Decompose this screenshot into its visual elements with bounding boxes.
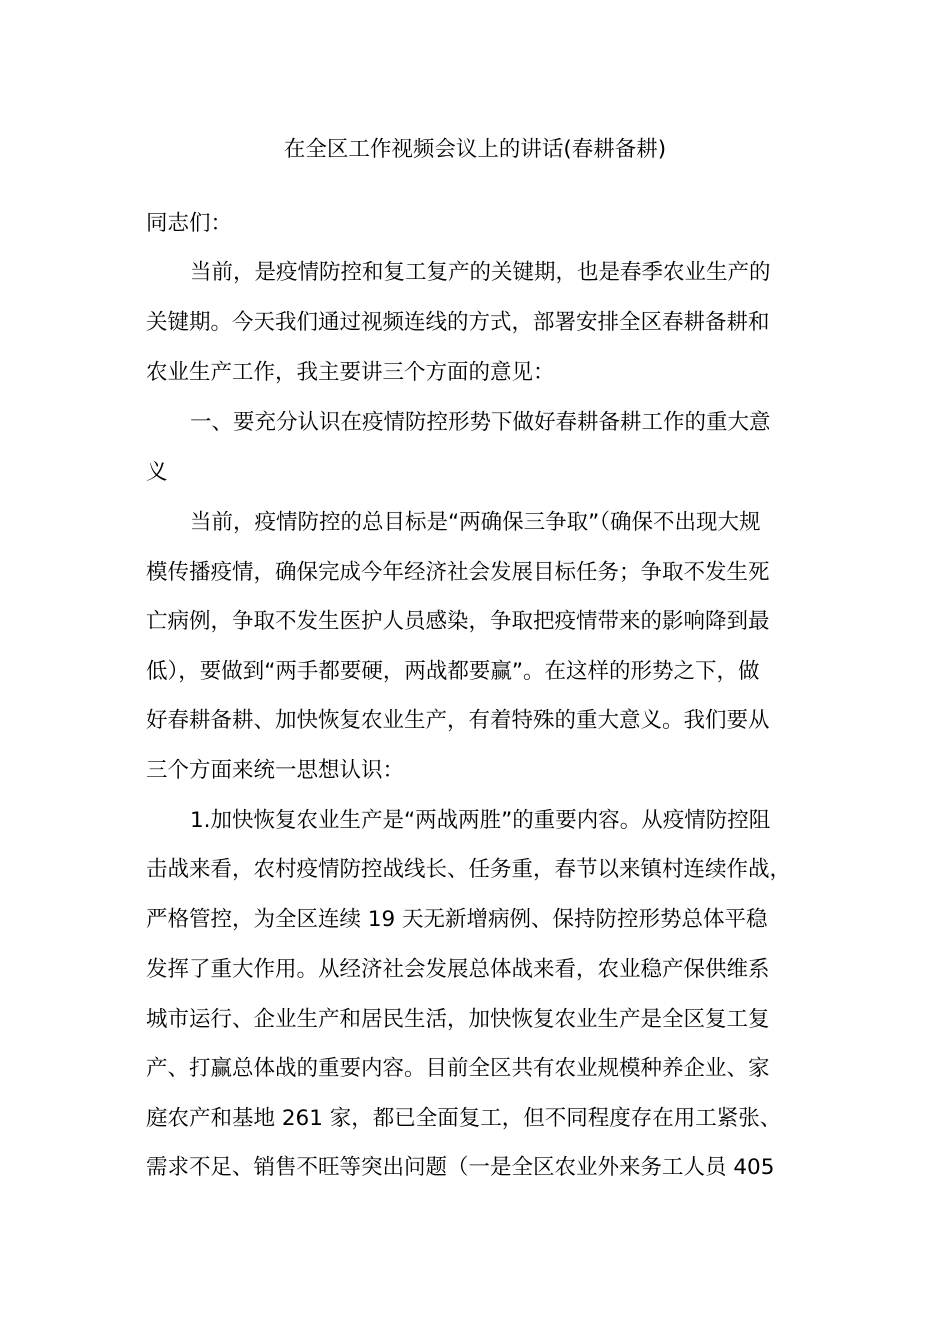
paragraph-2-line-5: 好春耕备耕、加快恢复农业生产，有着特殊的重大意义。我们要从 [146,708,770,733]
paragraph-1-line-1: 当前，是疫情防控和复工复产的关键期，也是春季农业生产的 [190,260,771,285]
paragraph-3-line-8: 需求不足、销售不旺等突出问题（一是全区农业外来务工人员 405 [146,1155,775,1180]
section-heading-line-1: 一、要充分认识在疫情防控形势下做好春耕备耕工作的重大意 [190,410,771,435]
paragraph-3-line-5: 城市运行、企业生产和居民生活，加快恢复农业生产是全区复工复 [146,1007,770,1032]
paragraph-3-line-7: 庭农产和基地 261 家，都已全面复工，但不同程度存在用工紧张、 [146,1106,782,1131]
paragraph-3-line-3: 严格管控，为全区连续 19 天无新增病例、保持防控形势总体平稳 [146,907,768,932]
paragraph-3-line-1: 1.加快恢复农业生产是“两战两胜”的重要内容。从疫情防控阻 [190,808,771,833]
document-title: 在全区工作视频会议上的讲话(春耕备耕) [283,137,667,162]
paragraph-2-line-1: 当前，疫情防控的总目标是“两确保三争取”（确保不出现大规 [190,510,761,535]
paragraph-2-line-2: 模传播疫情，确保完成今年经济社会发展目标任务；争取不发生死 [146,560,770,585]
paragraph-3-line-4: 发挥了重大作用。从经济社会发展总体战来看，农业稳产保供维系 [146,957,770,982]
salutation-line: 同志们： [146,211,233,236]
paragraph-2-line-3: 亡病例，争取不发生医护人员感染，争取把疫情带来的影响降到最 [146,609,770,634]
paragraph-2-line-4: 低），要做到“两手都要硬，两战都要赢”。在这样的形势之下，做 [146,659,760,684]
paragraph-3-line-6: 产、打赢总体战的重要内容。目前全区共有农业规模种养企业、家 [146,1056,770,1081]
section-heading-line-2: 义 [146,460,168,485]
paragraph-3-line-2: 击战来看，农村疫情防控战线长、任务重，春节以来镇村连续作战， [146,857,792,882]
paragraph-1-line-2: 关键期。今天我们通过视频连线的方式，部署安排全区春耕备耕和 [146,310,770,335]
paragraph-2-line-6: 三个方面来统一思想认识： [146,758,405,783]
paragraph-1-line-3: 农业生产工作，我主要讲三个方面的意见： [146,360,555,385]
